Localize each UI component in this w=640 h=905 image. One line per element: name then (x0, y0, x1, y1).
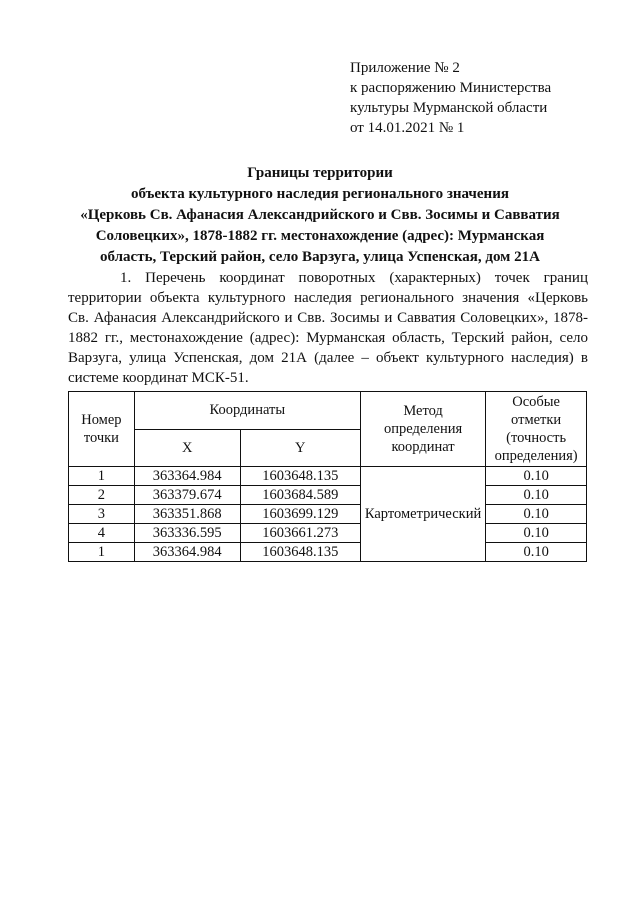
header-notes: Особые отметки (точность определения) (486, 392, 587, 467)
cell-point-number: 1 (69, 543, 135, 562)
table-row (69, 524, 587, 543)
header-method: Метод определения координат (360, 392, 485, 467)
attachment-date: от 14.01.2021 № 1 (350, 120, 465, 136)
cell-y: 1603661.273 (240, 524, 360, 543)
title-line-4: Соловецких», 1878-1882 гг. местонахождение (адрес): Мурманская (95, 228, 545, 244)
header-coordinates: Координаты (134, 392, 360, 430)
cell-y: 1603648.135 (240, 467, 360, 486)
cell-point-number: 2 (69, 486, 135, 505)
header-x: X (134, 429, 240, 467)
title-line-1: Границы территории (247, 165, 393, 181)
paragraph-line-3: Св. Афанасия Александрийского и Свв. Зосимы и Савватия Соловецких», 1878- (68, 310, 588, 326)
cell-y: 1603648.135 (240, 543, 360, 562)
attachment-number: Приложение № 2 (350, 60, 460, 76)
cell-point-number: 4 (69, 524, 135, 543)
cell-accuracy: 0.10 (486, 486, 587, 505)
cell-x: 363379.674 (134, 486, 240, 505)
table-row (69, 486, 587, 505)
document-title (70, 163, 570, 268)
paragraph-line-1: 1. Перечень координат поворотных (характерных) точек границ (120, 270, 588, 286)
header-point-number: Номер точки (69, 392, 135, 467)
cell-point-number: 1 (69, 467, 135, 486)
attachment-header (350, 58, 551, 138)
attachment-order-ref: к распоряжению Министерства (350, 80, 552, 96)
cell-accuracy: 0.10 (486, 467, 587, 486)
cell-y: 1603684.589 (240, 486, 360, 505)
cell-accuracy: 0.10 (486, 524, 587, 543)
cell-x: 363364.984 (134, 467, 240, 486)
paragraph-line-4: 1882 гг., местонахождение (адрес): Мурманская область, Терский район, село (68, 330, 588, 346)
cell-point-number: 3 (69, 505, 135, 524)
body-paragraph (68, 268, 588, 388)
cell-x: 363336.595 (134, 524, 240, 543)
cell-x: 363364.984 (134, 543, 240, 562)
table-row (69, 543, 587, 562)
paragraph-line-5: Варзуга, улица Успенская, дом 21А (далее – объект культурного наследия) в (68, 350, 588, 366)
coordinates-table (68, 391, 587, 562)
table-row (69, 467, 587, 486)
title-line-3: «Церковь Св. Афанасия Александрийского и Свв. Зосимы и Савватия (80, 207, 560, 223)
cell-y: 1603699.129 (240, 505, 360, 524)
title-line-5: область, Терский район, село Варзуга, улица Успенская, дом 21А (100, 249, 540, 265)
paragraph-line-2: территории объекта культурного наследия регионального значения «Церковь (68, 290, 588, 306)
cell-method: Картометрический (360, 467, 485, 562)
table-row (69, 505, 587, 524)
cell-accuracy: 0.10 (486, 505, 587, 524)
attachment-ministry: культуры Мурманской области (350, 100, 548, 116)
title-line-2: объекта культурного наследия регионального значения (131, 186, 509, 202)
header-y: Y (240, 429, 360, 467)
paragraph-line-6: системе координат МСК-51. (68, 370, 249, 386)
cell-accuracy: 0.10 (486, 543, 587, 562)
cell-x: 363351.868 (134, 505, 240, 524)
